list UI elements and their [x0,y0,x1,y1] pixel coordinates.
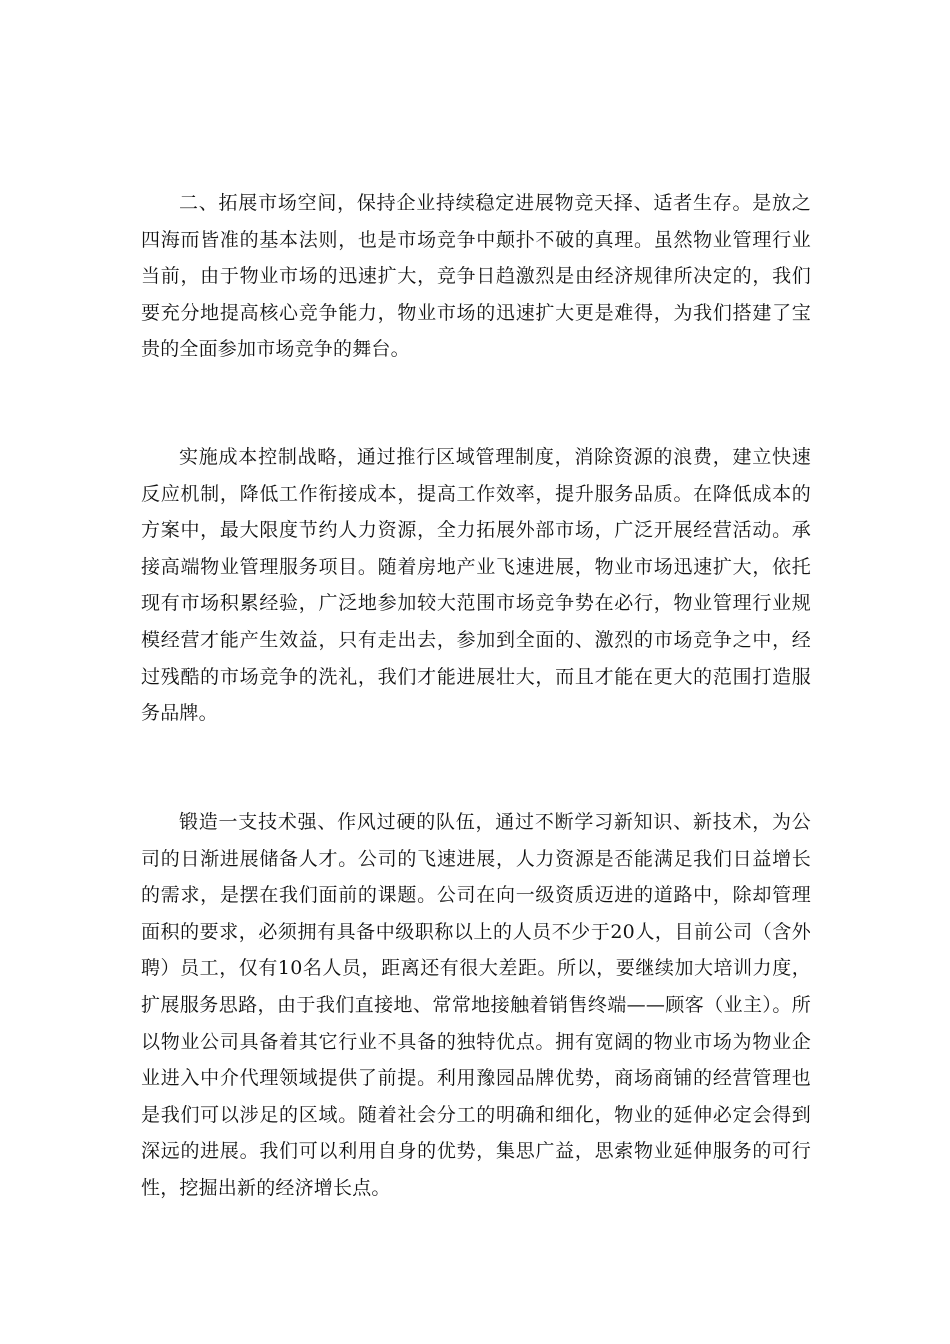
paragraph-cost-control: 实施成本控制战略，通过推行区域管理制度，消除资源的浪费，建立快速反应机制，降低工作衔接成本，提高工作效率，提升服务品质。在降低成本的方案中，最大限度节约人力资源，全力拓展外部市场，广泛开展经营活动。承接高端物业管理服务项目。随着房地产业飞速进展，物业市场迅速扩大，依托现有市场积累经验，广泛地参加较大范围市场竞争势在必行，物业管理行业规模经营才能产生效益，只有走出去，参加到全面的、激烈的市场竞争之中，经过残酷的市场竞争的洗礼，我们才能进展壮大，而且才能在更大的范围打造服务品牌。 [141,446,811,725]
paragraph-talent-team: 锻造一支技术强、作风过硬的队伍，通过不断学习新知识、新技术，为公司的日渐进展储备人才。公司的飞速进展，人力资源是否能满足我们日益增长的需求，是摆在我们面前的课题。公司在向一级资质迈进的道路中，除却管理面积的要求，必须拥有具备中级职称以上的人员不少于20人，目前公司（含外聘）员工，仅有10名人员，距离还有很大差距。所以，要继续加大培训力度，扩展服务思路，由于我们直接地、常常地接触着销售终端——顾客（业主）。所以物业公司具备着其它行业不具备的独特优点。拥有宽阔的物业市场为物业企业进入中介代理领域提供了前提。利用豫园品牌优势，商场商铺的经营管理也是我们可以涉足的区域。随着社会分工的明确和细化，物业的延伸必定会得到深远的进展。我们可以利用自身的优势，集思广益，思索物业延伸服务的可行性，挖掘出新的经济增长点。 [141,811,811,1199]
paragraph-market-expansion: 二、拓展市场空间，保持企业持续稳定进展物竞天择、适者生存。是放之四海而皆准的基本法则，也是市场竞争中颠扑不破的真理。虽然物业管理行业当前，由于物业市场的迅速扩大，竞争日趋激烈是由经济规律所决定的，我们要充分地提高核心竞争能力，物业市场的迅速扩大更是难得，为我们搭建了宝贵的全面参加市场竞争的舞台。 [141,192,811,361]
